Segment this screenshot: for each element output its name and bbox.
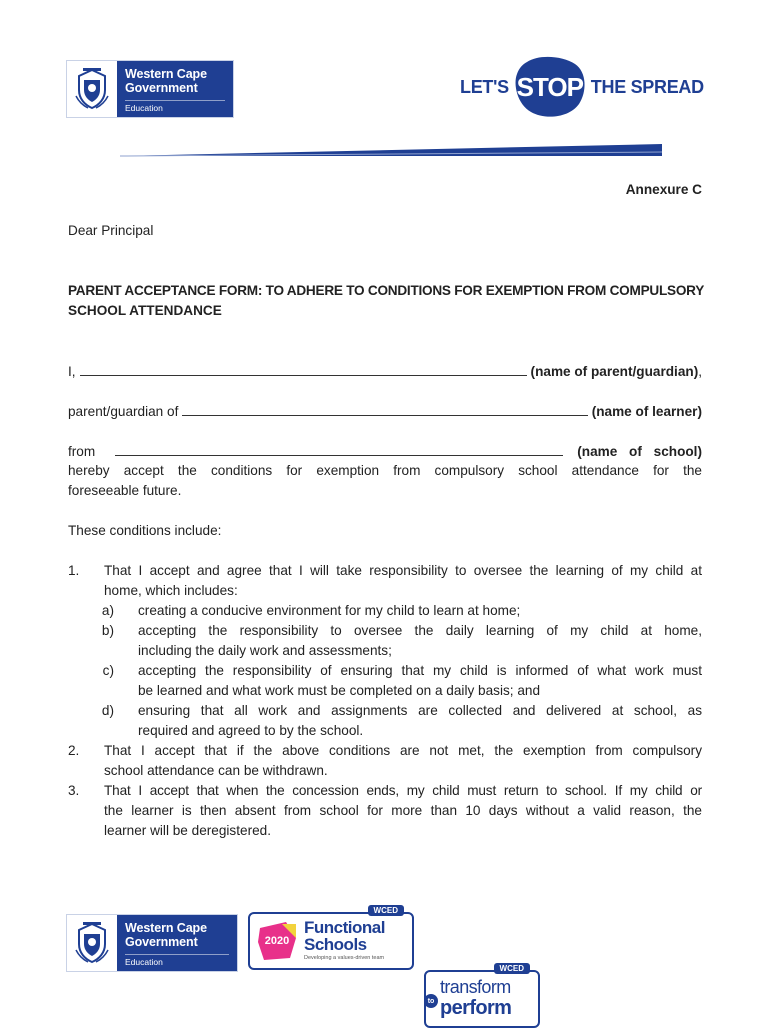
parent-suffix: , — [698, 364, 702, 379]
subitem-letter: b) — [101, 623, 114, 638]
list-item — [68, 561, 702, 741]
salutation: Dear Principal — [68, 223, 154, 238]
item-line: home, which includes: — [104, 583, 238, 598]
wcg-logo-header — [66, 60, 234, 118]
transform-to-perform-logo — [424, 964, 540, 1028]
year-text: 2020 — [264, 935, 290, 947]
fs-tagline: Developing a values-driven team — [304, 955, 385, 961]
acceptance-statement — [68, 461, 702, 501]
subitem-letter: a) — [101, 603, 114, 618]
list-item — [68, 741, 702, 781]
school-name-row — [68, 441, 702, 462]
wcg-name-line1: Western Cape — [125, 921, 207, 935]
header-swoosh — [120, 142, 662, 158]
coat-of-arms-icon — [67, 61, 117, 117]
the-spread-text: THE SPREAD — [590, 76, 704, 97]
to-badge — [424, 994, 438, 1008]
parent-name-blank[interactable] — [80, 361, 527, 376]
subitem-line: accepting the responsibility of ensuring that my child is informed of what work must — [138, 663, 702, 678]
stop-text: STOP — [516, 71, 583, 102]
subitem-line: ensuring that all work and assignments are collected and delivered at school, as — [138, 703, 702, 718]
item-line: That I accept and agree that I will take responsibility to oversee the learning of my child at — [104, 563, 702, 578]
subitem-line: including the daily work and assessments; — [138, 643, 392, 658]
lets-text: LET'S — [460, 76, 509, 97]
fs-line2: Schools — [304, 935, 367, 954]
parent-name-row — [68, 361, 702, 382]
subitem-letter: d) — [101, 703, 114, 718]
wcg-sub: Education — [125, 100, 225, 113]
item-number: 1. — [68, 563, 80, 578]
item-line: learner will be deregistered. — [104, 823, 271, 838]
wced-tag: WCED — [494, 963, 530, 974]
annexure-label: Annexure C — [625, 182, 702, 197]
year-badge — [256, 920, 298, 962]
stop-blob — [513, 54, 587, 120]
learner-name-blank[interactable] — [182, 401, 587, 416]
learner-label: (name of learner) — [591, 404, 702, 419]
subitem-letter: c) — [102, 663, 114, 678]
form-title-line1: PARENT ACCEPTANCE FORM: TO ADHERE TO CONDITIONS FOR EXEMPTION FROM COMPULSORY — [68, 283, 705, 298]
learner-name-row — [68, 401, 702, 422]
form-title — [68, 281, 705, 321]
item-number: 3. — [68, 783, 80, 798]
conditions-list — [68, 561, 702, 841]
wcg-sub: Education — [125, 954, 229, 967]
item-number: 2. — [68, 743, 80, 758]
perform-word: perform — [440, 997, 512, 1019]
wced-tag: WCED — [368, 905, 404, 916]
learner-prefix: parent/guardian of — [68, 404, 179, 419]
acceptance-line1: hereby accept the conditions for exemption from compulsory school attendance for the — [68, 463, 702, 478]
form-title-line2: SCHOOL ATTENDANCE — [68, 303, 222, 318]
wcg-name-line2: Government — [125, 81, 198, 95]
parent-prefix: I, — [68, 364, 76, 379]
stop-the-spread-logo — [460, 54, 704, 120]
parent-label: (name of parent/guardian) — [530, 364, 699, 379]
coat-of-arms-icon — [67, 915, 117, 971]
wcg-name-line2: Government — [125, 935, 198, 949]
acceptance-line2: foreseeable future. — [68, 483, 182, 498]
subitem-line: required and agreed to by the school. — [138, 723, 364, 738]
subitem-line: accepting the responsibility to oversee the daily learning of my child at home, — [138, 623, 702, 638]
item-line: school attendance can be withdrawn. — [104, 763, 328, 778]
functional-schools-logo — [248, 906, 414, 970]
to-text: to — [427, 997, 435, 1005]
wcg-logo-footer — [66, 914, 238, 972]
fs-line1: Functional — [304, 918, 385, 937]
school-label: (name of school) — [577, 444, 702, 459]
conditions-intro: These conditions include: — [68, 523, 222, 538]
wcg-name-line1: Western Cape — [125, 67, 207, 81]
item-line: That I accept that when the concession ends, my child must return to school. If my child or — [104, 783, 702, 798]
list-item — [68, 781, 702, 841]
school-name-blank[interactable] — [115, 441, 563, 456]
subitem-line: creating a conducive environment for my child to learn at home; — [138, 603, 521, 618]
item-line: the learner is then absent from school for more than 10 days without a valid reason, the — [104, 803, 702, 818]
transform-word: transform — [440, 977, 511, 997]
item-line: That I accept that if the above conditions are not met, the exemption from compulsory — [104, 743, 702, 758]
subitem-line: be learned and what work must be completed on a daily basis; and — [138, 683, 541, 698]
school-prefix: from — [68, 444, 96, 459]
